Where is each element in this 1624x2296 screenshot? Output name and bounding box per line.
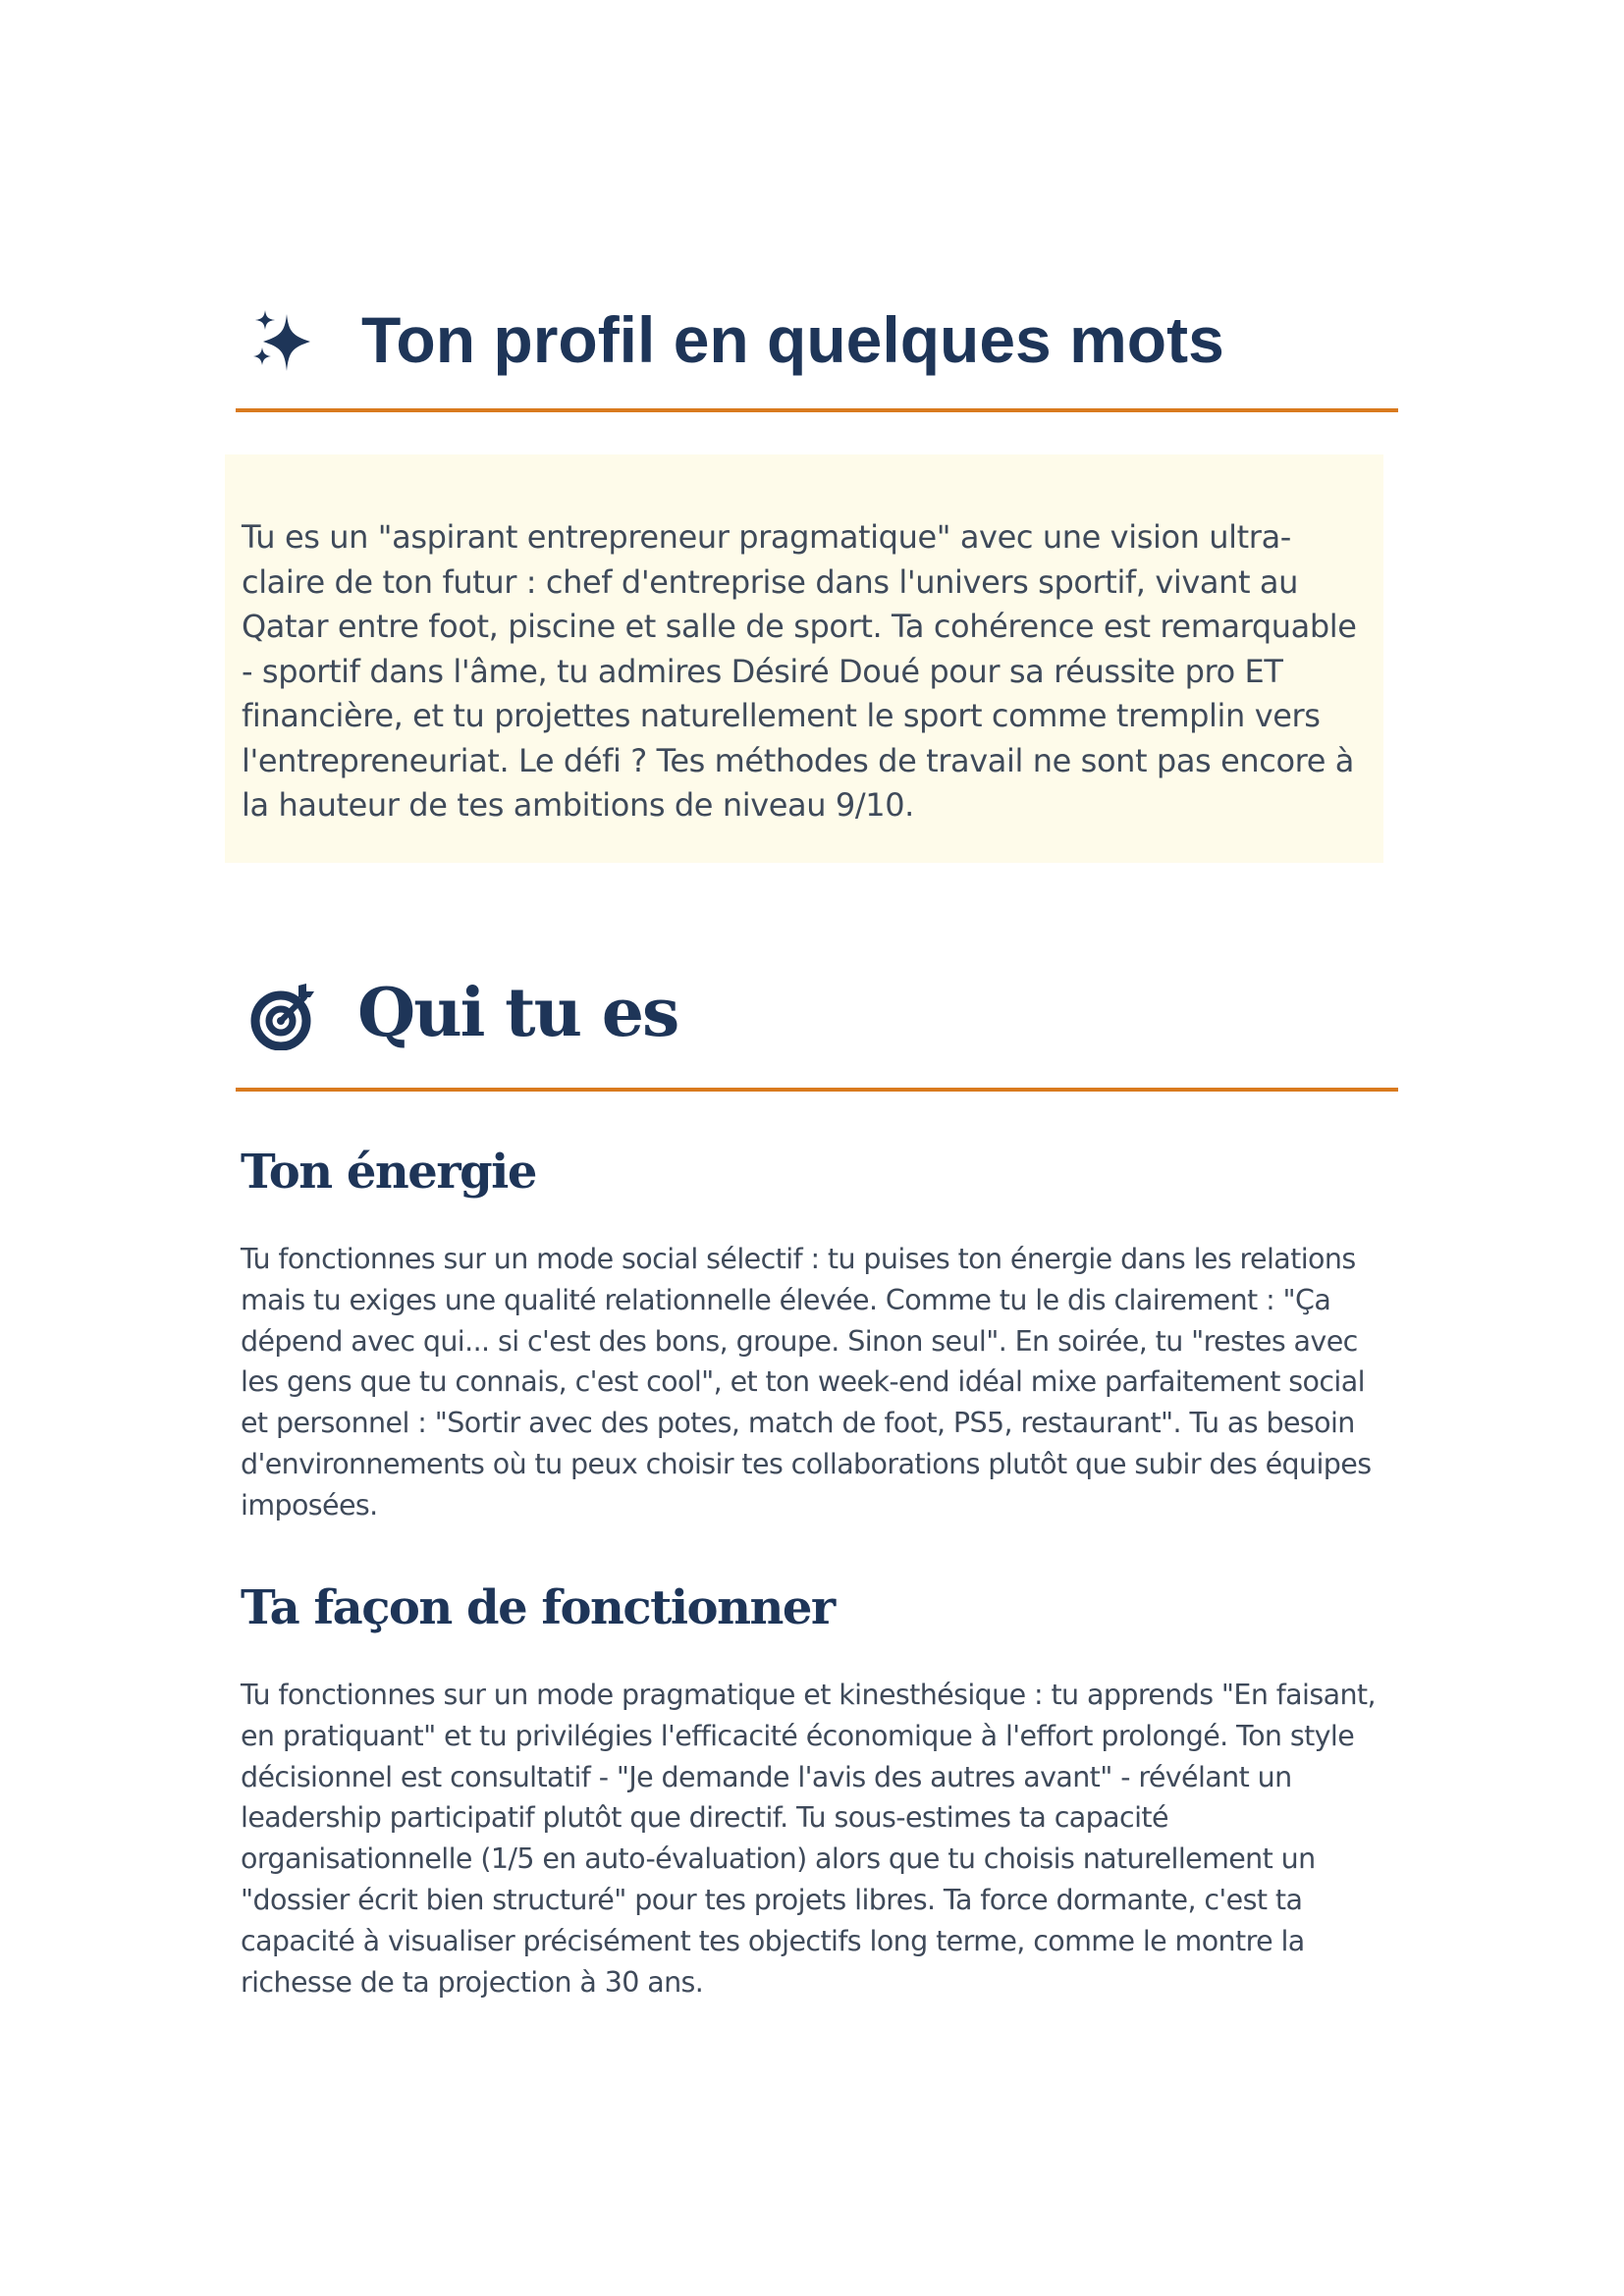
subsection-text: Tu fonctionnes sur un mode pragmatique et kinesthésique : tu apprends "En faisant, en pratiquant" et tu privilégies l'efficacité économique à l'effort prolongé. Ton style décisionnel est consultatif - "Je demande l'avis des autres avant" - révélant un leadership participatif plutôt que directif. Tu sous-estimes ta capacité organisationnelle (1/5 en auto-évaluation) alors que tu choisis naturellement un "dossier écrit bien structuré" pour tes projets libres. Ta force dormante, c'est ta capacité à visualiser précisément tes objectifs long terme, comme le montre la richesse de ta projection à 30 ans. bbox=[241, 1679, 1376, 1999]
section-header-identity bbox=[236, 960, 1398, 1092]
subsection-functioning bbox=[241, 1576, 1389, 1999]
subsection-text: Tu fonctionnes sur un mode social sélectif : tu puises ton énergie dans les relations mais tu exiges une qualité relationnelle élevée. Comme tu le dis clairement : "Ça dépend avec qui... si c'est des bons, groupe. Sinon seul". En soirée, tu "restes avec les gens que tu connais, c'est cool", et ton week-end idéal mixe parfaitement social et personnel : "Sortir avec des potes, match de foot, PS5, restaurant". Tu as besoin d'environnements où tu peux choisir tes collaborations plutôt que subir des équipes imposées. bbox=[241, 1243, 1372, 1522]
section-title: Qui tu es bbox=[357, 974, 678, 1052]
subsection-energy bbox=[241, 1141, 1389, 1522]
subsection-heading: Ta façon de fonctionner bbox=[241, 1580, 835, 1635]
section-header-profile bbox=[236, 285, 1398, 412]
page-title: Ton profil en quelques mots bbox=[361, 303, 1224, 376]
subsection-heading: Ton énergie bbox=[241, 1145, 536, 1200]
target-arrow-icon bbox=[249, 982, 318, 1050]
profile-summary-text: Tu es un "aspirant entrepreneur pragmatique" avec une vision ultra-claire de ton futur : chef d'entreprise dans l'univers sportif, vivant au Qatar entre foot, piscine et salle de sport. Ta cohérence est remarquable - sportif dans l'âme, tu admires Désiré Doué pour sa réussite pro ET financière, et tu projettes naturellement le sport comme tremplin vers l'entrepreneuriat. Le défi ? Tes méthodes de travail ne sont pas encore à la hauteur de tes ambitions de niveau 9/10. bbox=[242, 518, 1357, 824]
profile-summary-box bbox=[225, 454, 1383, 863]
sparkles-icon bbox=[249, 308, 318, 377]
